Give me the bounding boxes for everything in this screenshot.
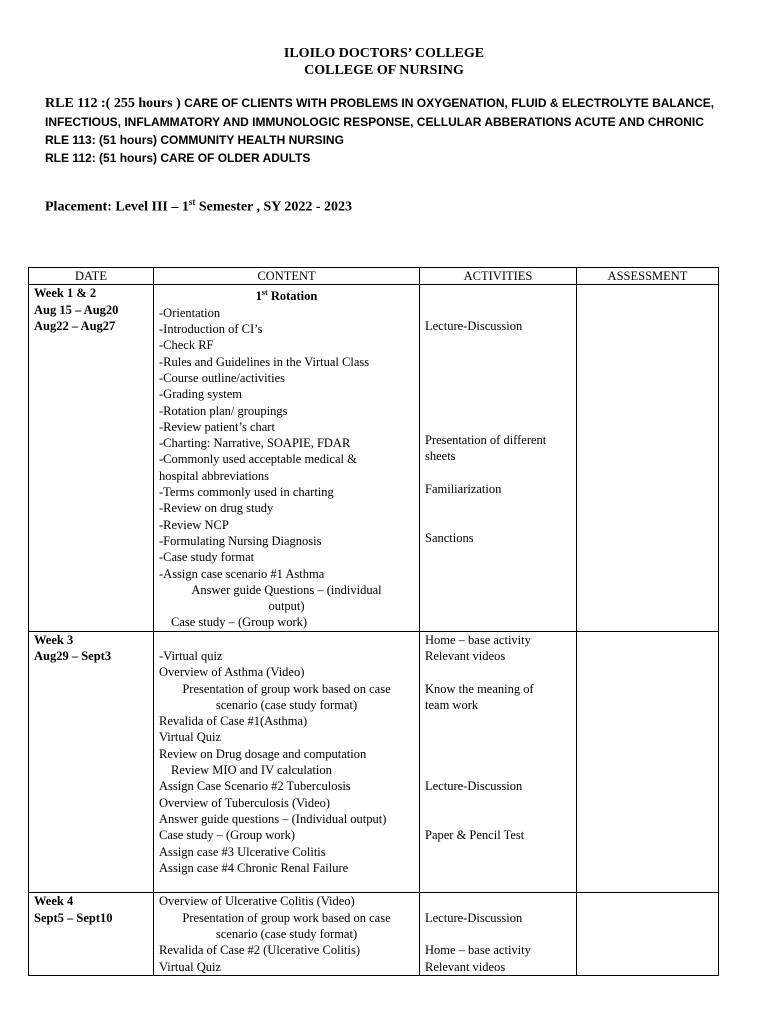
activity-line: team work	[425, 697, 479, 712]
course-rle112-title-a: CARE OF CLIENTS WITH PROBLEMS IN OXYGENATION, FLUID & ELECTROLYTE BALANCE,	[184, 96, 715, 110]
activity-line: Relevant videos	[425, 648, 506, 663]
content-line: -Introduction of CI’s	[159, 322, 263, 337]
table-row	[29, 893, 719, 975]
document-header	[0, 45, 768, 79]
header-content: CONTENT	[154, 268, 420, 285]
activity-line: Lecture-Discussion	[425, 910, 523, 925]
activity-line	[425, 334, 571, 350]
activity-line: Home – base activity	[425, 632, 531, 647]
content-line: Assign case #4 Chronic Renal Failure	[159, 860, 349, 875]
content-line: Presentation of group work based on case	[182, 910, 391, 925]
activity-line	[425, 893, 571, 909]
content-line: Answer guide Questions – (individual	[191, 582, 382, 597]
activity-line	[425, 399, 571, 415]
activity-line	[425, 497, 571, 513]
date-range: Aug22 – Aug27	[34, 318, 116, 333]
course-rle112-title-b: INFECTIOUS, INFLAMMATORY AND IMMUNOLOGIC RESPONSE, CELLULAR ABBERATIONS ACUTE AND CHRONIC	[45, 115, 704, 129]
activity-line	[425, 762, 571, 778]
content-line: -Formulating Nursing Diagnosis	[159, 533, 322, 548]
content-line: Overview of Tuberculosis (Video)	[159, 795, 331, 810]
course-list	[45, 94, 725, 167]
activity-line: Relevant videos	[425, 959, 506, 974]
table-row	[29, 285, 719, 631]
date-range: Aug29 – Sept3	[34, 648, 112, 663]
activity-line	[425, 811, 571, 827]
content-line: -Commonly used acceptable medical &	[159, 452, 357, 467]
activity-line	[425, 302, 571, 318]
content-line: scenario (case study format)	[215, 927, 358, 942]
content-line	[159, 632, 414, 648]
content-line: Revalida of Case #2 (Ulcerative Colitis)	[159, 943, 360, 958]
content-line: output)	[268, 599, 305, 614]
rotation-number: 1	[255, 289, 262, 304]
activity-line: Sanctions	[425, 530, 474, 545]
activities-cell	[420, 631, 577, 893]
course-rle112-older-adults: RLE 112: (51 hours) CARE OF OLDER ADULTS	[45, 151, 311, 165]
activity-line	[425, 367, 571, 383]
placement-line	[45, 197, 352, 216]
content-line: scenario (case study format)	[215, 697, 358, 712]
activity-line	[425, 664, 571, 680]
activity-line	[425, 713, 571, 729]
content-line: -Rules and Guidelines in the Virtual Class	[159, 354, 370, 369]
content-line: -Orientation	[159, 305, 221, 320]
schedule-table	[28, 267, 719, 976]
activity-line: Know the meaning of	[425, 681, 534, 696]
content-line: -Assign case scenario #1 Asthma	[159, 566, 325, 581]
activity-line	[425, 416, 571, 432]
date-cell	[29, 285, 154, 631]
content-line: -Review NCP	[159, 517, 229, 532]
content-line: Virtual Quiz	[159, 959, 222, 974]
activity-line: Paper & Pencil Test	[425, 828, 525, 843]
content-line: hospital abbreviations	[159, 468, 270, 483]
activities-cell	[420, 285, 577, 631]
content-line: Case study – (Group work)	[159, 828, 296, 843]
content-line: Revalida of Case #1(Asthma)	[159, 714, 308, 729]
assessment-cell	[577, 893, 719, 975]
assessment-cell	[577, 285, 719, 631]
date-range: Sept5 – Sept10	[34, 910, 113, 925]
activity-line	[425, 926, 571, 942]
content-line: -Grading system	[159, 387, 242, 402]
content-line: -Review patient’s chart	[159, 419, 275, 434]
rotation-sup: st	[261, 288, 268, 298]
content-line: Review on Drug dosage and computation	[159, 746, 367, 761]
activity-line	[425, 729, 571, 745]
header-date: DATE	[29, 268, 154, 285]
placement-prefix: Placement: Level III – 1	[45, 199, 189, 215]
rotation-heading	[159, 285, 414, 304]
activity-line	[425, 350, 571, 366]
content-cell	[154, 893, 420, 975]
header-assessment: ASSESSMENT	[577, 268, 719, 285]
activity-line	[425, 795, 571, 811]
content-line: -Virtual quiz	[159, 648, 223, 663]
activity-line	[425, 285, 571, 301]
week-label: Week 4	[34, 894, 74, 909]
course-rle113: RLE 113: (51 hours) COMMUNITY HEALTH NURSING	[45, 133, 344, 147]
activity-line: Lecture-Discussion	[425, 779, 523, 794]
content-line: Review MIO and IV calculation	[171, 763, 332, 778]
content-cell	[154, 631, 420, 893]
college-name: COLLEGE OF NURSING	[304, 63, 464, 78]
content-line: -Review on drug study	[159, 501, 274, 516]
assessment-cell	[577, 631, 719, 893]
date-cell	[29, 631, 154, 893]
activity-line: Home – base activity	[425, 943, 531, 958]
course-rle112-code: RLE 112 :( 255 hours )	[45, 96, 181, 111]
activity-line	[425, 746, 571, 762]
school-name: ILOILO DOCTORS’ COLLEGE	[283, 46, 485, 61]
activity-line: sheets	[425, 449, 456, 464]
content-line: Overview of Asthma (Video)	[159, 665, 305, 680]
content-line: Assign Case Scenario #2 Tuberculosis	[159, 779, 351, 794]
placement-suffix: Semester , SY 2022 - 2023	[195, 199, 353, 215]
week-label: Week 3	[34, 632, 74, 647]
course-rle112-line1	[45, 94, 725, 113]
content-line: Overview of Ulcerative Colitis (Video)	[159, 894, 355, 909]
activity-line	[425, 465, 571, 481]
content-line: Answer guide questions – (Individual output)	[159, 811, 387, 826]
content-line: -Course outline/activities	[159, 370, 286, 385]
content-line: -Charting: Narrative, SOAPIE, FDAR	[159, 436, 351, 451]
placement-sup: st	[188, 197, 196, 207]
content-line: Assign case #3 Ulcerative Colitis	[159, 844, 326, 859]
activity-line: Familiarization	[425, 481, 502, 496]
date-cell	[29, 893, 154, 975]
content-line: Case study – (Group work)	[171, 615, 308, 630]
content-line: Presentation of group work based on case	[182, 681, 391, 696]
activity-line	[425, 383, 571, 399]
table-header-row	[29, 268, 719, 285]
content-line: -Rotation plan/ groupings	[159, 403, 288, 418]
activity-line	[425, 513, 571, 529]
content-line: -Case study format	[159, 550, 255, 565]
activity-line: Presentation of different	[425, 432, 547, 447]
rotation-text: Rotation	[267, 289, 318, 304]
content-cell	[154, 285, 420, 631]
header-activities: ACTIVITIES	[420, 268, 577, 285]
activities-cell	[420, 893, 577, 975]
content-line: -Check RF	[159, 338, 214, 353]
content-line: -Terms commonly used in charting	[159, 485, 334, 500]
table-row	[29, 631, 719, 893]
spacer	[159, 876, 414, 892]
activity-line: Lecture-Discussion	[425, 318, 523, 333]
date-range: Aug 15 – Aug20	[34, 302, 119, 317]
week-label: Week 1 & 2	[34, 286, 97, 301]
content-line: Virtual Quiz	[159, 730, 222, 745]
